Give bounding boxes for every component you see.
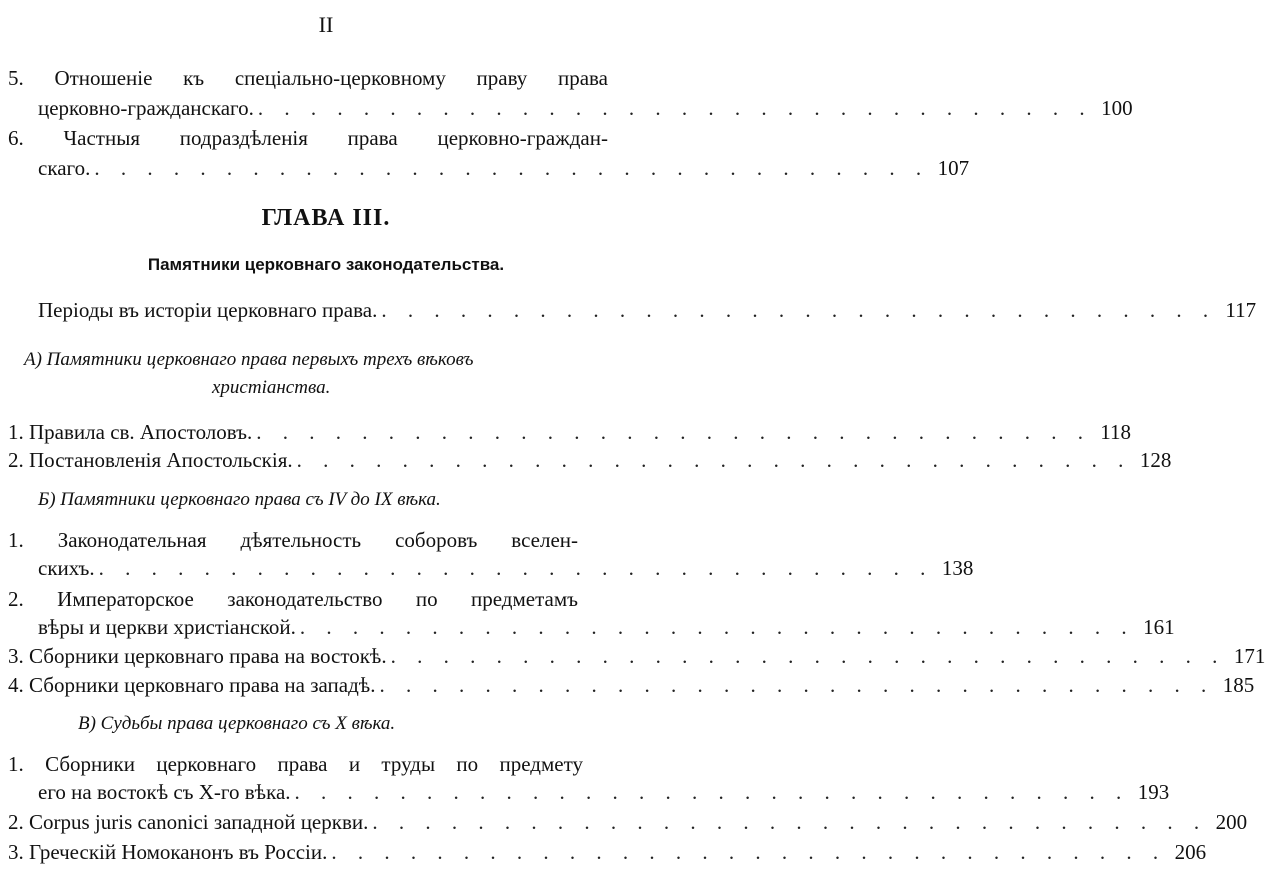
toc-entry [8, 644, 1265, 670]
section-heading: Б) Памятники церковнаго права съ IV до IX вѣка. [38, 489, 441, 510]
leader-dots: . . . . . . . . . . . . . . . . . . . . . . . . . . . . . . . . [98, 556, 934, 580]
section-heading: А) Памятники церковнаго права первыхъ трехъ вѣковъ [24, 349, 474, 370]
leader-dots: . . . . . . . . . . . . . . . . . . . . . . . . . . . . . . . . [372, 810, 1208, 834]
leader-dots: . . . . . . . . . . . . . . . . . . . . . . . . . . . . . . . . [390, 644, 1226, 668]
toc-entry-line: 2. Императорское законодательство по предметамъ [8, 587, 578, 611]
toc-entry [8, 810, 1248, 836]
toc-entry-text: 1. Правила св. Апостоловъ. [8, 420, 253, 444]
toc-page-number: 138 [941, 556, 974, 580]
toc-entry [8, 840, 1207, 866]
toc-entry-text: 2. Corpus juris canonici западной церкви. [8, 810, 369, 834]
section-heading: христіанства. [212, 377, 331, 398]
toc-entry-line: 1. Сборники церковнаго права и труды по предмету [8, 752, 583, 776]
toc-page-number: 185 [1222, 673, 1255, 697]
leader-dots: . . . . . . . . . . . . . . . . . . . . . . . . . . . . . . . . [299, 615, 1135, 639]
toc-page-number: 117 [1225, 298, 1257, 322]
toc-page-number: 100 [1101, 96, 1133, 120]
toc-entry-text: 4. Сборники церковнаго права на западѣ. [8, 673, 376, 697]
toc-entry [38, 156, 970, 182]
toc-entry-text: его на востокѣ съ X-го вѣка. [38, 780, 291, 804]
toc-entry [38, 298, 1257, 324]
toc-entry-text: вѣры и церкви христіанской. [38, 615, 296, 639]
section-heading: В) Судьбы права церковнаго съ X вѣка. [78, 713, 396, 734]
toc-entry [38, 615, 1175, 641]
chapter-title: ГЛАВА III. [261, 205, 391, 231]
chapter-subtitle: Памятники церковнаго законодательства. [147, 255, 505, 274]
toc-page-number: 193 [1137, 780, 1170, 804]
toc-entry [8, 420, 1132, 446]
leader-dots: . . . . . . . . . . . . . . . . . . . . . . . . . . . . . . . . [296, 448, 1132, 472]
toc-entry-line: 6. Частныя подраздѣленія права церковно-граждан- [8, 126, 608, 150]
leader-dots: . . . . . . . . . . . . . . . . . . . . . . . . . . . . . . . . [379, 673, 1215, 697]
toc-page-number: 128 [1139, 448, 1172, 472]
toc-entry-text: скаго. [38, 156, 91, 180]
toc-entry [38, 556, 974, 582]
toc-entry [38, 96, 1133, 122]
toc-entry-text: 3. Сборники церковнаго права на востокѣ. [8, 644, 387, 668]
page-number: II [318, 12, 334, 37]
toc-page-number: 118 [1100, 420, 1132, 444]
toc-entry [38, 780, 1170, 806]
toc-entry-text: скихъ. [38, 556, 95, 580]
toc-page-number: 206 [1174, 840, 1207, 864]
toc-page-number: 171 [1233, 644, 1265, 668]
toc-entry-line: 1. Законодательная дѣятельность соборовъ вселен- [8, 528, 578, 552]
leader-dots: . . . . . . . . . . . . . . . . . . . . . . . . . . . . . . . . [294, 780, 1130, 804]
toc-entry-line: 5. Отношеніе къ спеціально-церковному праву права [8, 66, 608, 90]
leader-dots: . . . . . . . . . . . . . . . . . . . . . . . . . . . . . . . . [381, 298, 1217, 322]
toc-entry-text: церковно-гражданскаго. [38, 96, 254, 120]
toc-page-number: 200 [1215, 810, 1248, 834]
toc-entry-text: 2. Постановленія Апостольскія. [8, 448, 293, 472]
toc-entry-text: 3. Греческій Номоканонъ въ Россіи. [8, 840, 328, 864]
toc-entry-text: Періоды въ исторіи церковнаго права. [38, 298, 378, 322]
toc-page-number: 107 [937, 156, 970, 180]
toc-page-number: 161 [1143, 615, 1175, 639]
toc-entry [8, 673, 1255, 699]
leader-dots: . . . . . . . . . . . . . . . . . . . . . . . . . . . . . . . . [94, 156, 930, 180]
toc-entry [8, 448, 1172, 474]
leader-dots: . . . . . . . . . . . . . . . . . . . . . . . . . . . . . . . . [256, 420, 1092, 444]
leader-dots: . . . . . . . . . . . . . . . . . . . . . . . . . . . . . . . . [257, 96, 1093, 120]
leader-dots: . . . . . . . . . . . . . . . . . . . . . . . . . . . . . . . . [331, 840, 1167, 864]
